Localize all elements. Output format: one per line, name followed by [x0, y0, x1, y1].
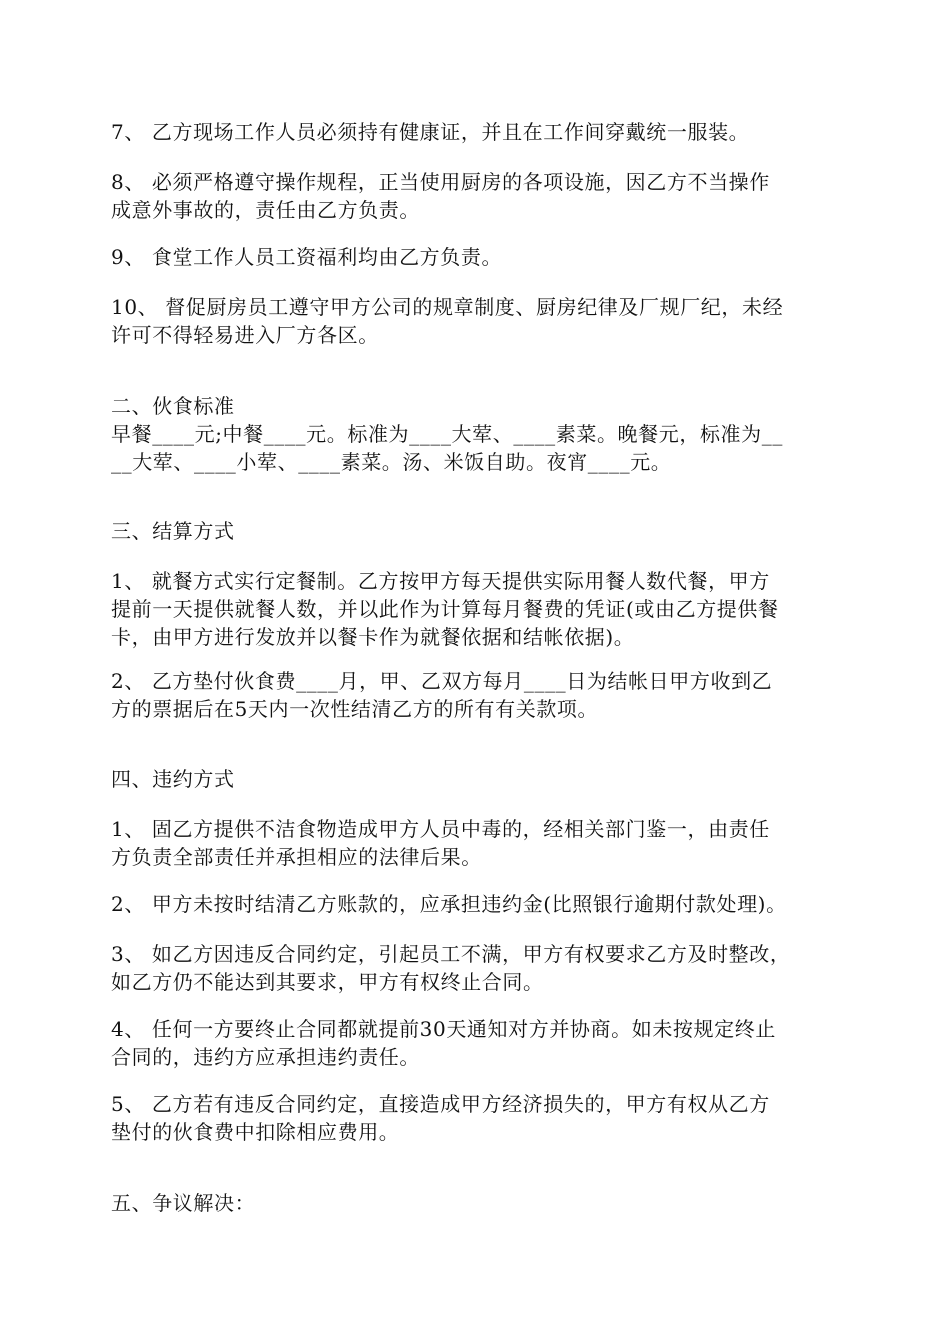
settlement-2-line-1: 2、 乙方垫付伙食费____月，甲、乙双方每月____日为结帐日甲方收到乙 [111, 669, 773, 693]
clause-7: 7、 乙方现场工作人员必须持有健康证，并且在工作间穿戴统一服装。 [111, 120, 750, 144]
clause-10-line-2: 许可不得轻易进入厂方各区。 [111, 323, 379, 347]
clause-10-line-1: 10、 督促厨房员工遵守甲方公司的规章制度、厨房纪律及厂规厂纪，未经 [111, 295, 784, 319]
section-heading-settlement: 三、结算方式 [111, 519, 235, 543]
section-heading-food-standard: 二、伙食标准 [111, 394, 235, 418]
settlement-1-line-2: 提前一天提供就餐人数，并以此作为计算每月餐费的凭证(或由乙方提供餐 [111, 597, 779, 621]
section-heading-breach: 四、违约方式 [111, 767, 235, 791]
breach-2: 2、 甲方未按时结清乙方账款的，应承担违约金(比照银行逾期付款处理)。 [111, 892, 787, 916]
section-heading-dispute: 五、争议解决： [111, 1191, 256, 1215]
settlement-1-line-3: 卡，由甲方进行发放并以餐卡作为就餐依据和结帐依据)。 [111, 625, 635, 649]
breach-3-line-1: 3、 如乙方因违反合同约定，引起员工不满，甲方有权要求乙方及时整改， [111, 942, 791, 966]
food-standard-line-2: __大荤、____小荤、____素菜。汤、米饭自助。夜宵____元。 [111, 450, 672, 474]
settlement-1-line-1: 1、 就餐方式实行定餐制。乙方按甲方每天提供实际用餐人数代餐，甲方 [111, 569, 770, 593]
breach-1-line-1: 1、 固乙方提供不洁食物造成甲方人员中毒的，经相关部门鉴一，由责任 [111, 817, 770, 841]
breach-5-line-1: 5、 乙方若有违反合同约定，直接造成甲方经济损失的，甲方有权从乙方 [111, 1092, 770, 1116]
breach-4-line-1: 4、 任何一方要终止合同都就提前30天通知对方并协商。如未按规定终止 [111, 1017, 776, 1041]
clause-8-line-2: 成意外事故的，责任由乙方负责。 [111, 198, 420, 222]
breach-5-line-2: 垫付的伙食费中扣除相应费用。 [111, 1120, 400, 1144]
breach-4-line-2: 合同的，违约方应承担违约责任。 [111, 1045, 420, 1069]
clause-8-line-1: 8、 必须严格遵守操作规程，正当使用厨房的各项设施，因乙方不当操作 [111, 170, 770, 194]
breach-3-line-2: 如乙方仍不能达到其要求，甲方有权终止合同。 [111, 970, 544, 994]
settlement-2-line-2: 方的票据后在5天内一次性结清乙方的所有有关款项。 [111, 697, 599, 721]
food-standard-line-1: 早餐____元;中餐____元。标准为____大荤、____素菜。晚餐元，标准为__ [111, 422, 783, 446]
breach-1-line-2: 方负责全部责任并承担相应的法律后果。 [111, 845, 482, 869]
clause-9: 9、 食堂工作人员工资福利均由乙方负责。 [111, 245, 503, 269]
